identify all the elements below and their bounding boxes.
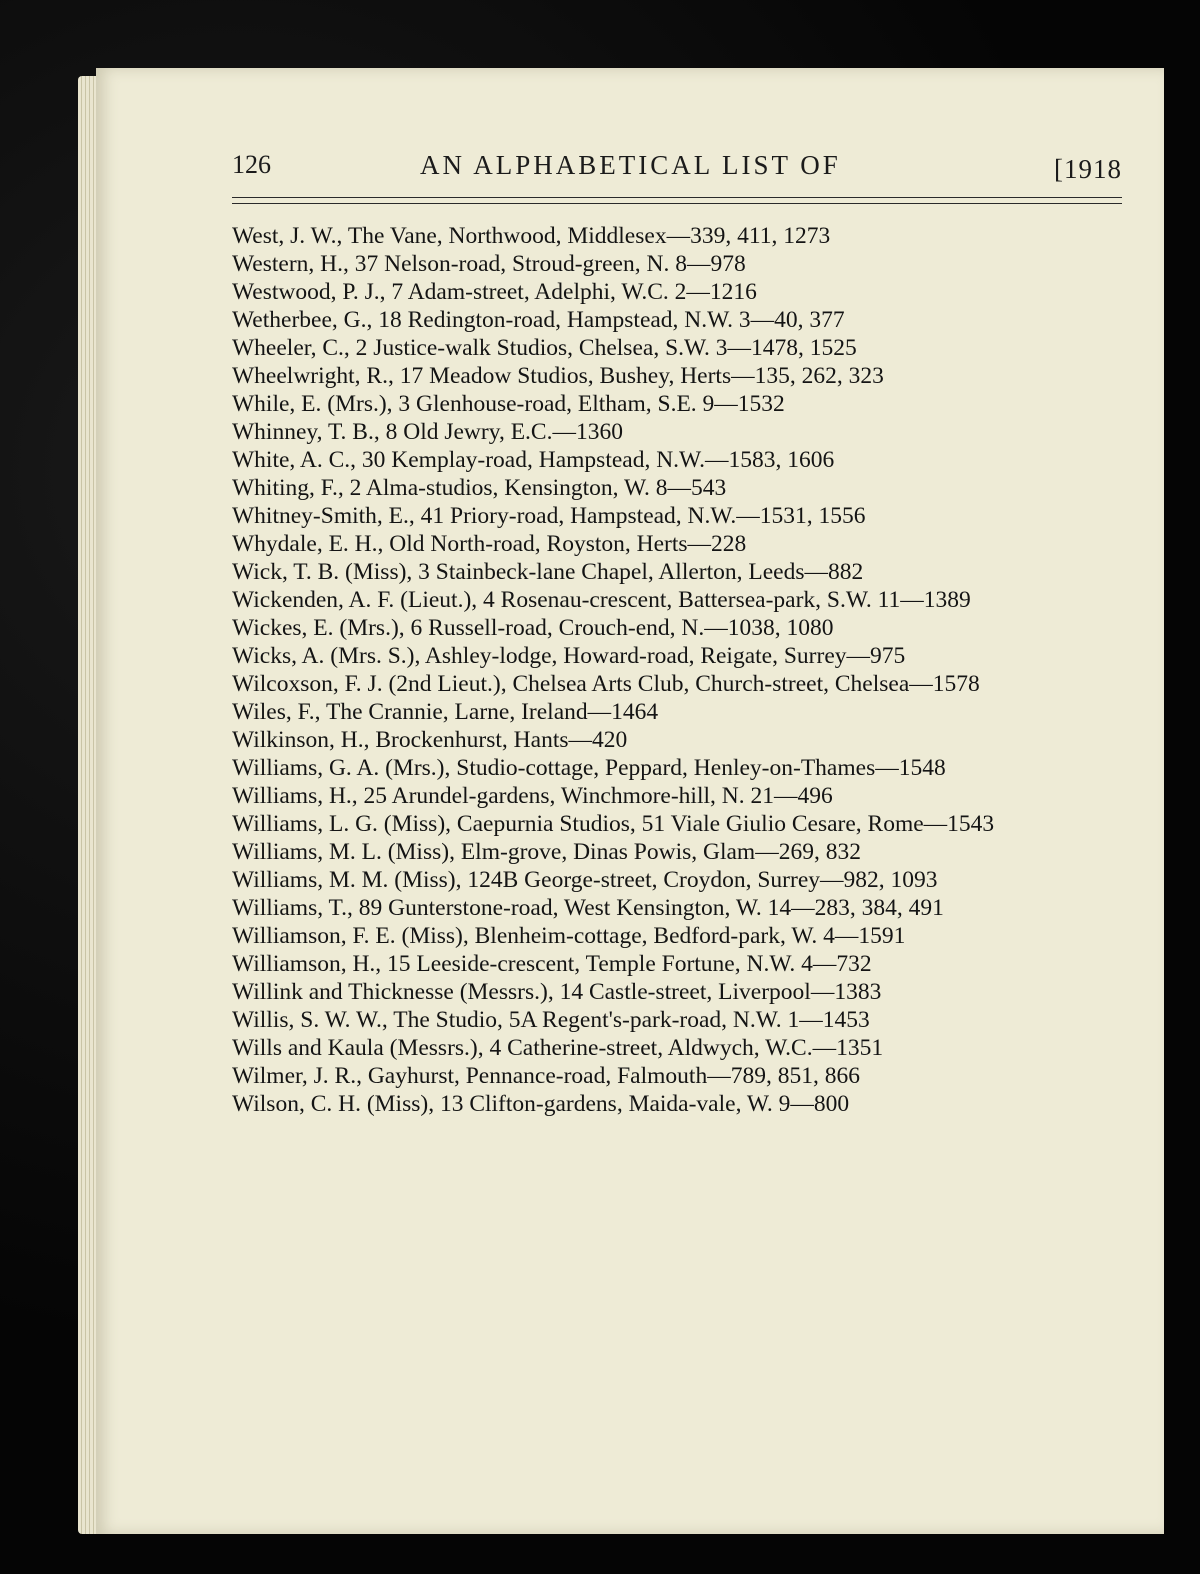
running-header: [232, 150, 1122, 196]
directory-entry: Whitney-Smith, E., 41 Priory-road, Hampstead, N.W.—1531, 1556: [232, 503, 866, 529]
directory-entry: Willink and Thicknesse (Messrs.), 14 Castle-street, Liverpool—1383: [232, 979, 882, 1005]
directory-entry: Whinney, T. B., 8 Old Jewry, E.C.—1360: [232, 419, 623, 445]
directory-entry: Wills and Kaula (Messrs.), 4 Catherine-street, Aldwych, W.C.—1351: [232, 1035, 884, 1061]
directory-entries: [232, 222, 1120, 1118]
directory-entry: Williams, H., 25 Arundel-gardens, Winchmore-hill, N. 21—496: [232, 783, 833, 809]
directory-entry: Wilcoxson, F. J. (2nd Lieut.), Chelsea Arts Club, Church-street, Chelsea—1578: [232, 671, 980, 697]
directory-entry: Willis, S. W. W., The Studio, 5A Regent's-park-road, N.W. 1—1453: [232, 1007, 870, 1033]
directory-entry: Wilson, C. H. (Miss), 13 Clifton-gardens, Maida-vale, W. 9—800: [232, 1091, 850, 1117]
directory-entry: Wheeler, C., 2 Justice-walk Studios, Chelsea, S.W. 3—1478, 1525: [232, 335, 857, 361]
directory-entry: Wilmer, J. R., Gayhurst, Pennance-road, Falmouth—789, 851, 866: [232, 1063, 860, 1089]
directory-entry: Wickes, E. (Mrs.), 6 Russell-road, Crouch-end, N.—1038, 1080: [232, 615, 834, 641]
directory-entry: Whiting, F., 2 Alma-studios, Kensington, W. 8—543: [232, 475, 727, 501]
directory-entry: Wicks, A. (Mrs. S.), Ashley-lodge, Howard-road, Reigate, Surrey—975: [232, 643, 906, 669]
page-number: 126: [232, 150, 271, 179]
directory-entry: Williams, M. L. (Miss), Elm-grove, Dinas Powis, Glam—269, 832: [232, 839, 861, 865]
directory-entry: Williams, T., 89 Gunterstone-road, West Kensington, W. 14—283, 384, 491: [232, 895, 944, 921]
directory-entry: Williams, G. A. (Mrs.), Studio-cottage, Peppard, Henley-on-Thames—1548: [232, 755, 946, 781]
directory-entry: Williams, L. G. (Miss), Caepurnia Studios, 51 Viale Giulio Cesare, Rome—1543: [232, 811, 995, 837]
directory-entry: While, E. (Mrs.), 3 Glenhouse-road, Eltham, S.E. 9—1532: [232, 391, 785, 417]
directory-entry: Wiles, F., The Crannie, Larne, Ireland—1464: [232, 699, 659, 725]
directory-entry: Wickenden, A. F. (Lieut.), 4 Rosenau-crescent, Battersea-park, S.W. 11—1389: [232, 587, 971, 613]
directory-entry: Williams, M. M. (Miss), 124B George-street, Croydon, Surrey—982, 1093: [232, 867, 938, 893]
header-year: [1918: [1054, 154, 1122, 184]
directory-entry: Williamson, F. E. (Miss), Blenheim-cottage, Bedford-park, W. 4—1591: [232, 923, 906, 949]
header-double-rule: [232, 197, 1122, 204]
directory-entry: Wetherbee, G., 18 Redington-road, Hampstead, N.W. 3—40, 377: [232, 307, 845, 333]
directory-entry: Westwood, P. J., 7 Adam-street, Adelphi, W.C. 2—1216: [232, 279, 757, 305]
directory-entry: Wheelwright, R., 17 Meadow Studios, Bushey, Herts—135, 262, 323: [232, 363, 884, 389]
directory-entry: Whydale, E. H., Old North-road, Royston, Herts—228: [232, 531, 747, 557]
directory-entry: West, J. W., The Vane, Northwood, Middlesex—339, 411, 1273: [232, 223, 831, 249]
running-title: AN ALPHABETICAL LIST OF: [420, 150, 841, 180]
directory-entry: White, A. C., 30 Kemplay-road, Hampstead, N.W.—1583, 1606: [232, 447, 835, 473]
directory-entry: Wilkinson, H., Brockenhurst, Hants—420: [232, 727, 628, 753]
directory-entry: Wick, T. B. (Miss), 3 Stainbeck-lane Chapel, Allerton, Leeds—882: [232, 559, 864, 585]
directory-entry: Western, H., 37 Nelson-road, Stroud-green, N. 8—978: [232, 251, 746, 277]
directory-entry: Williamson, H., 15 Leeside-crescent, Temple Fortune, N.W. 4—732: [232, 951, 872, 977]
